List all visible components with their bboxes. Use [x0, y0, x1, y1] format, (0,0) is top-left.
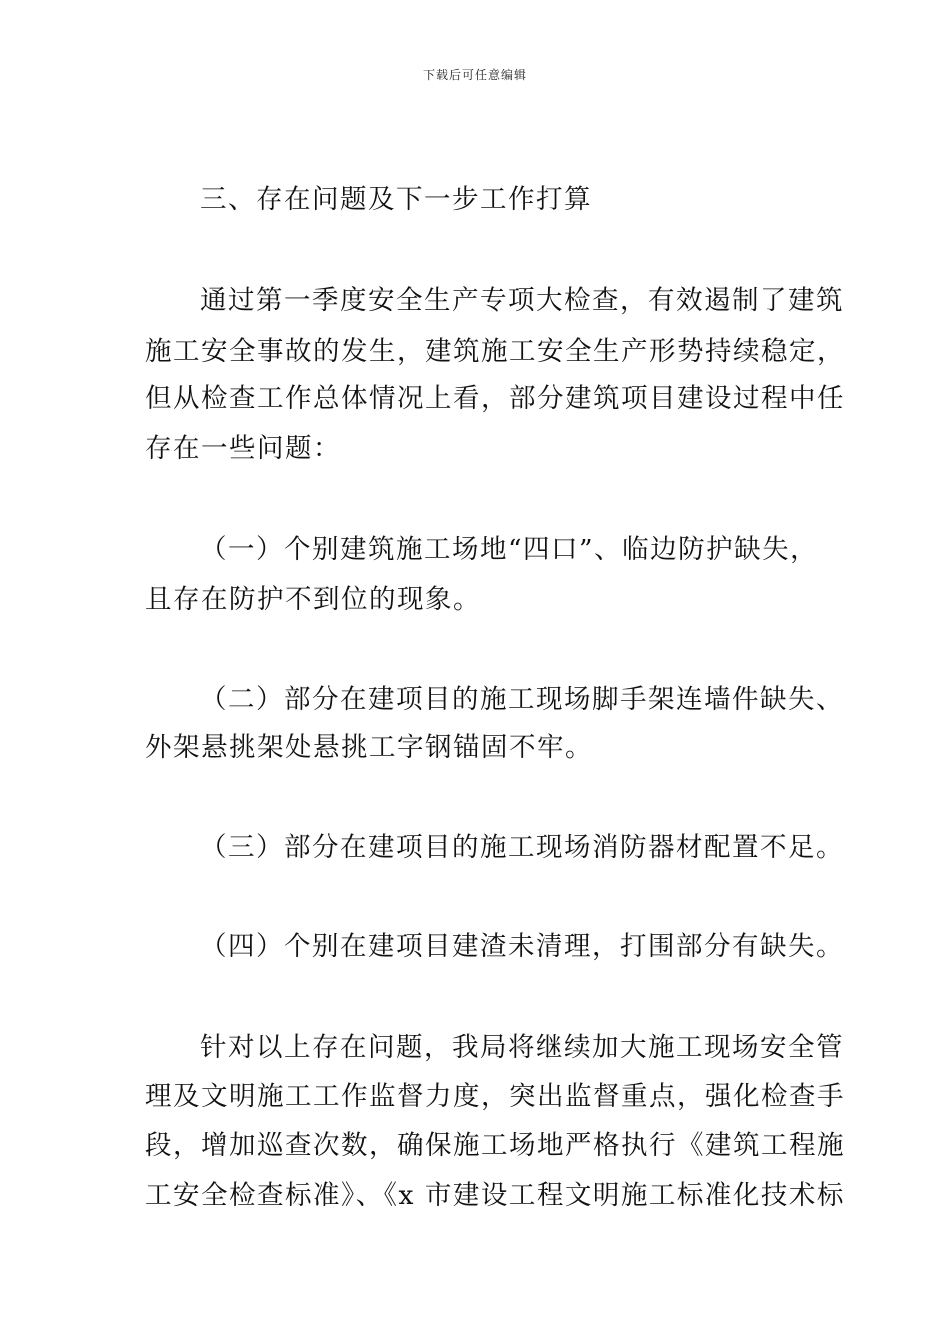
page-header-note: 下载后可任意编辑 [422, 68, 527, 82]
intro-line-3: 但从检查工作总体情况上看，部分建筑项目建设过程中任 [145, 383, 845, 414]
intro-line-1: 通过第一季度安全生产专项大检查，有效遏制了建筑 [200, 285, 844, 316]
item-1-line-2: 且存在防护不到位的现象。 [145, 584, 481, 615]
item-3-line-1: （三）部分在建项目的施工现场消防器材配置不足。 [200, 832, 844, 863]
item-2-line-2: 外架悬挑架处悬挑工字钢锚固不牢。 [145, 732, 593, 763]
intro-line-4: 存在一些问题： [145, 433, 341, 464]
closing-line-4: 工安全检查标准》、《x 市建设工程文明施工标准化技术标 [145, 1180, 845, 1211]
section-heading: 三、存在问题及下一步工作打算 [200, 184, 592, 215]
item-4-line-1: （四）个别在建项目建渣未清理，打围部分有缺失。 [200, 931, 844, 962]
item-2-line-1: （二）部分在建项目的施工现场脚手架连墙件缺失、 [200, 684, 844, 715]
closing-line-1: 针对以上存在问题，我局将继续加大施工现场安全管 [200, 1032, 844, 1063]
closing-line-2: 理及文明施工工作监督力度，突出监督重点，强化检查手 [145, 1081, 845, 1112]
intro-line-2: 施工安全事故的发生，建筑施工安全生产形势持续稳定， [145, 336, 845, 367]
closing-line-3: 段，增加巡查次数，确保施工场地严格执行《建筑工程施 [145, 1130, 845, 1161]
item-1-line-1: （一）个别建筑施工场地“四口”、临边防护缺失， [200, 534, 819, 565]
